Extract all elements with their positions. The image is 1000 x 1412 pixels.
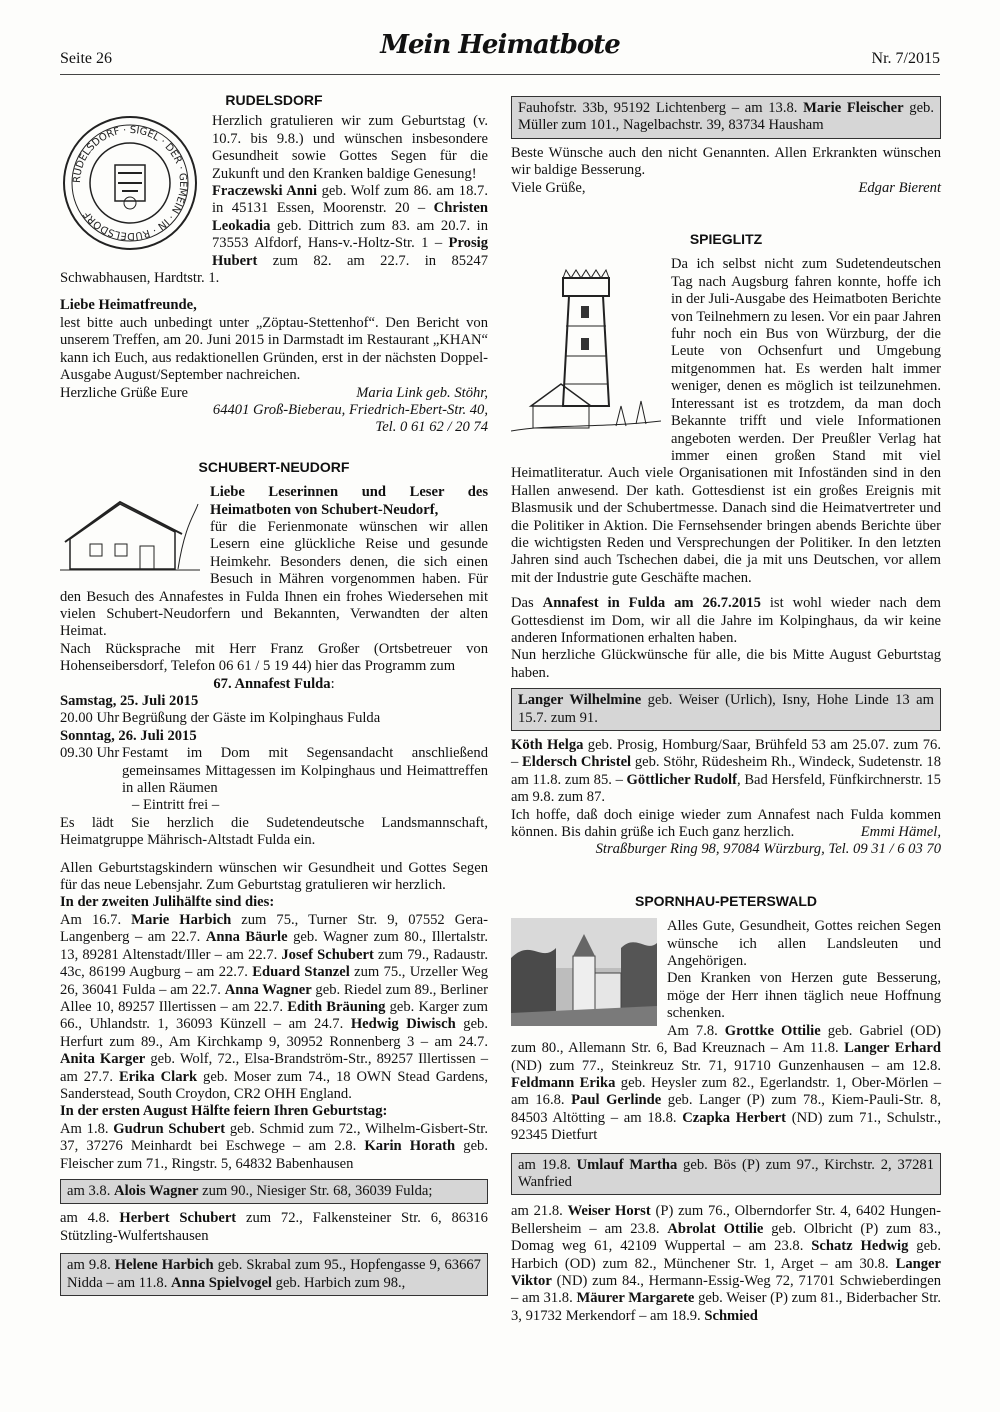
spornhau-birthdays: Am 7.8. Grottke Ottilie geb. Gabriel (OD) zum 80., Allemann Str. 6, Bad Kreuznach – Am 11.8. Langer Erhard (ND) zum 77., Steinkreuz Str. 71, 91710 Gunzenhausen – am 12.8. Feldmann Erika geb. Heysler zum 82., Egerlandstr. 1, Ober-Mörlen – am 16.8. Paul Gerlinde geb. Langer (P) zum 78., Kiem-Pauli-Str. 8, 84503 Altötting – am 18.8. Czapka Herbert (ND) zum 71., Schulstr., 92345 Dietfurt bbox=[511, 1022, 942, 1144]
july-birthdays: Am 16.7. Marie Harbich zum 75., Turner Str. 9, 07552 Gera-Langenberg – am 22.7. Anna Bäurle geb. Wagner zum 80., Illertalstr. 13, 89281 Altenstadt/Iller – am 22.7. Josef Schubert zum 79., Radaustr. 43c, 86199 Augburg – am 22.7. Eduard Stanzel zum 75., Urzeller Weg 26, 36041 Fulda – am 22.7. Anna Wagner geb. Riedel zum 89., Berliner Allee 10, 89257 Illertissen – am 22.7. Edith Bräuning geb. Karger zum 66., Uhlandstr. 1, 36093 Künzell – am 24.7. Hedwig Diwisch geb. Herfurt zum 89., Am Kirchkamp 9, 30952 Ronnenberg 3 – am 24.7. Anita Karger geb. Wolf, 72., Elsa-Brandström-Str., 89257 Illertissen – am 27.7. Erika Clark geb. Moser zum 74., 18 OWN Stead Gardens, Sanderstead, South Croydon, CR2 OHH England. bbox=[60, 911, 489, 1102]
saturday-program: 20.00 Uhr Begrüßung der Gäste im Kolpinghaus Fulda bbox=[60, 710, 381, 727]
schubert-p3: Es lädt Sie herzlich die Sudetendeutsche Landsmannschaft, Heimatgruppe Mährisch-Altstadt Fulda ein. bbox=[60, 814, 488, 849]
annafest-note: Das Annafest in Fulda am 26.7.2015 ist wohl wieder nach dem Gottesdienst im Dom, wir all die Jahre im Kolpinghaus, da wir keine anderen Informationen erhalten haben. bbox=[511, 595, 941, 646]
schubert-p2: Nach Rücksprache mit Herr Franz Großer (Ortsbetreuer von Hohenseibersdorf, Telefon 06 61 / 5 19 44) hier das Programm zum bbox=[60, 640, 488, 675]
header-rule bbox=[60, 74, 940, 75]
highlight-box-umlauf-martha: am 19.8. Umlauf Martha geb. Bös (P) zum 97., Kirchstr. 2, 37281 Wanfried bbox=[511, 1153, 941, 1196]
rudelsdorf-birthdays: Fraczewski Anni geb. Wolf zum 86. am 18.7. in 45131 Essen, Moorenstr. 20 – Christen Leokadia geb. Dittrich zum 83. am 20.7. in 73553 Alfdorf, Hans-v.-Holtz-Str. 1 – Prosig Hubert zum 82. am 22.7. in 85247 Schwabhausen, Hardtstr. 1. bbox=[60, 183, 488, 287]
best-wishes-text: Beste Wünsche auch den nicht Genannten. Allen Erkrankten wünschen wir baldige Besserung. bbox=[511, 144, 941, 179]
highlight-box-helene-harbich: am 9.8. Helene Harbich geb. Skrabal zum 95., Hopfengasse 9, 63667 Nidda – am 11.8. Anna Spielvogel geb. Harbich zum 98., bbox=[60, 1253, 488, 1296]
friends-text: lest bitte auch unbedingt unter „Zöptau-Stettenhof“. Den Bericht von unserem Treffen, am 20. Juni 2015 in Darmstadt im Restaurant „KHAN“ kann ich Euch, aus redaktionellen Gründen, erst in der nächsten Doppel-Ausgabe August/September nachreichen. bbox=[60, 314, 488, 384]
svg-text:RUDELSDORF · SIGEL · DER · GEM: RUDELSDORF · SIGEL · DER · GEMEIN · IN · RUDELSDORF bbox=[71, 125, 189, 242]
herbert-schubert-entry: am 4.8. Herbert Schubert zum 72., Falkensteiner Str. 6, 86316 Stützling-Wulfertshausen bbox=[60, 1210, 488, 1244]
july-heading: In der zweiten Julihälfte sind dies: bbox=[60, 894, 275, 911]
church-photo-icon bbox=[511, 918, 657, 1026]
farmhouse-drawing-icon bbox=[60, 484, 200, 576]
schubert-p4: Allen Geburtstagskindern wünschen wir Gesundheit und Gottes Segen für das neue Lebensjahr. Zum Geburtstag gratulieren wir herzlich. bbox=[60, 859, 488, 894]
schubert-lead: Liebe Leserinnen und Leser des Heimatboten von Schubert-Neudorf, bbox=[210, 484, 488, 518]
highlight-box-marie-fleischer: Fauhofstr. 33b, 95192 Lichtenberg – am 13.8. Marie Fleischer geb. Müller zum 101., Nagelbachstr. 39, 83734 Hausham bbox=[511, 96, 941, 139]
friends-signature: Herzliche Grüße Eure Maria Link geb. Stöhr, bbox=[60, 384, 488, 401]
section-title-rudelsdorf: RUDELSDORF bbox=[225, 92, 323, 108]
annafest-title: 67. Annafest Fulda: bbox=[213, 675, 335, 692]
spieglitz-closing: Ich hoffe, daß doch einige wieder zum Annafest nach Fulda kommen können. Bis dahin grüße ich Euch ganz herzlich. Emmi Hämel, bbox=[511, 806, 941, 841]
spornhau-p2: Den Kranken von Herzen gute Besserung, möge der Herr ihnen täglich neue Hoffnung schenken. bbox=[667, 970, 941, 1022]
spieglitz-address: Straßburger Ring 98, 97084 Würzburg, Tel. 09 31 / 6 03 70 bbox=[595, 841, 941, 858]
sunday-program: 09.30 Uhr Festamt im Dom mit Segensandacht anschließend gemeinsames Mittagessen im Kolpinghaus und Heimattreffen in allen Räumen bbox=[60, 745, 488, 797]
section-title-spornhau-peterswald: SPORNHAU-PETERSWALD bbox=[634, 892, 817, 909]
highlight-box-langer-wilhelmine: Langer Wilhelmine geb. Weiser (Urlich), Isny, Hohe Linde 13 am 15.7. zum 91. bbox=[511, 688, 941, 731]
august-heading: In der ersten August Hälfte feiern Ihren Geburtstag: bbox=[60, 1103, 388, 1120]
schubert-p1: für die Ferienmonate wünschen wir allen Lesern eine glückliche Reise und gesunde Heimkehr. Besonders denen, die sich einen Besuch in Mähren vorgenommen haben. Für den Besuch des Annafestes in Fulda Ihnen ein frohes Wiedersehen mit vielen Schubert-Neudorfern und Bekannten, Verwandten der alten Heimat. bbox=[60, 518, 488, 640]
admission-free: – Eintritt frei – bbox=[132, 797, 220, 814]
spornhau-birthdays-2: am 21.8. Weiser Horst (P) zum 76., Olberndorfer Str. 4, 6402 Hungen-Bellersheim – am 23.8. Abrolat Ottilie geb. Olbricht (P) zum 83., Domag weg 61, 42109 Wuppertal – am 23.8. Schatz Hedwig geb. Harbich (OD) zum 82., Münchener Str. 1, Arget – am 30.8. Langer Viktor (ND) zum 84., Hermann-Essig-Weg 72, 71701 Schwieberdingen – am 31.8. Mäurer Margarete geb. Weiser (P) zum 81., Biderbacher Str. 3, 91732 Merkendorf – am 18.9. Schmied bbox=[511, 1203, 941, 1324]
section-title-schubert-neudorf: SCHUBERT-NEUDORF bbox=[198, 458, 350, 475]
section-title-spieglitz: SPIEGLITZ bbox=[689, 231, 763, 248]
saturday-heading: Samstag, 25. Juli 2015 bbox=[60, 693, 199, 709]
page-number: Seite 26 bbox=[60, 50, 112, 67]
friends-address: 64401 Groß-Bieberau, Friedrich-Ebert-Str. 40, bbox=[212, 401, 488, 418]
spieglitz-congrats: Nun herzliche Glückwünsche für alle, die bis Mitte August Geburtstag haben. bbox=[511, 647, 941, 681]
left-column bbox=[60, 92, 488, 1296]
issue-number: Nr. 7/2015 bbox=[871, 50, 940, 67]
lookout-tower-drawing-icon bbox=[511, 256, 661, 446]
friends-phone: Tel. 0 61 62 / 20 74 bbox=[375, 419, 488, 436]
spornhau-p1: Alles Gute, Gesundheit, Gottes reichen Segen wünsche ich allen Landsleuten und Angehörigen. bbox=[667, 918, 941, 970]
sunday-heading: Sonntag, 26. Juli 2015 bbox=[60, 727, 197, 744]
right-column bbox=[511, 96, 941, 1325]
masthead-logo: Mein Heimatbote bbox=[380, 30, 620, 60]
spieglitz-birthdays: Köth Helga geb. Prosig, Homburg/Saar, Brühfeld 53 am 25.07. zum 76. – Eldersch Christel geb. Stöhr, Rüdesheim Rh., Windeck, Sudetenstr. 18 am 11.8. zum 85. – Göttlicher Rudolf, Bad Hersfeld, Fünfkirchnerstr. 15 am 9.8. zum 87. bbox=[511, 737, 941, 806]
friends-heading: Liebe Heimatfreunde, bbox=[60, 297, 197, 314]
rudelsdorf-intro: Herzlich gratulieren wir zum Geburtstag (v. 10.7. bis 9.8.) und wünschen insbesondere Gesundheit sowie Gottes Segen für die Zukunft und den Kranken baldige Genesung! bbox=[212, 113, 488, 182]
spieglitz-report: Da ich selbst nicht zum Sudetendeutschen Tag nach Augsburg fahren konnte, hoffe ich in der Juli-Ausgabe des Heimatboten Berichte von Teilnehmern zu lesen. Vor ein paar Jahren fuhr noch ein Bus von Würzburg, der die Leute von Ochsenfurt und Umgebung mitgenommen hat. Es werden halt immer weniger, denen es möglich ist teilzunehmen. Interessant ist es trotzdem, da man doch Bekannte trifft und viele Informationen angeboten werden. Der Preußler Verlag hat immer einen großen Stand mit viel Heimatliteratur. Auch viele Organisationen mit Infoständen sind in den Hallen anwesend. Der kath. Gottesdienst ist ein großes Ereignis mit Blasmusik und der Schubertmesse. Danach sind die Heimatvertreter und die Politiker in Aktion. Die Fernsehsender bringen abends Berichte über die wichtigsten Reden und Versprechungen der Politiker. In den letzten Jahren sind auch Tschechen dabei, die ja mit uns Deutschen, vor allem mit der Industrie gute Geschäfte machen. bbox=[511, 256, 941, 586]
august-birthdays: Am 1.8. Gudrun Schubert geb. Schmid zum 72., Wilhelm-Gisbert-Str. 37, 37276 Meinhardt bei Eschwege – am 2.8. Karin Horath geb. Fleischer zum 71., Ringstr. 5, 64832 Babenhausen bbox=[60, 1120, 488, 1172]
highlight-box-alois-wagner: am 3.8. Alois Wagner zum 90., Niesiger Str. 68, 36039 Fulda; bbox=[60, 1179, 488, 1204]
best-wishes-signature: Viele Grüße, Edgar Bierent bbox=[511, 179, 941, 196]
rudelsdorf-seal-icon bbox=[60, 113, 200, 253]
